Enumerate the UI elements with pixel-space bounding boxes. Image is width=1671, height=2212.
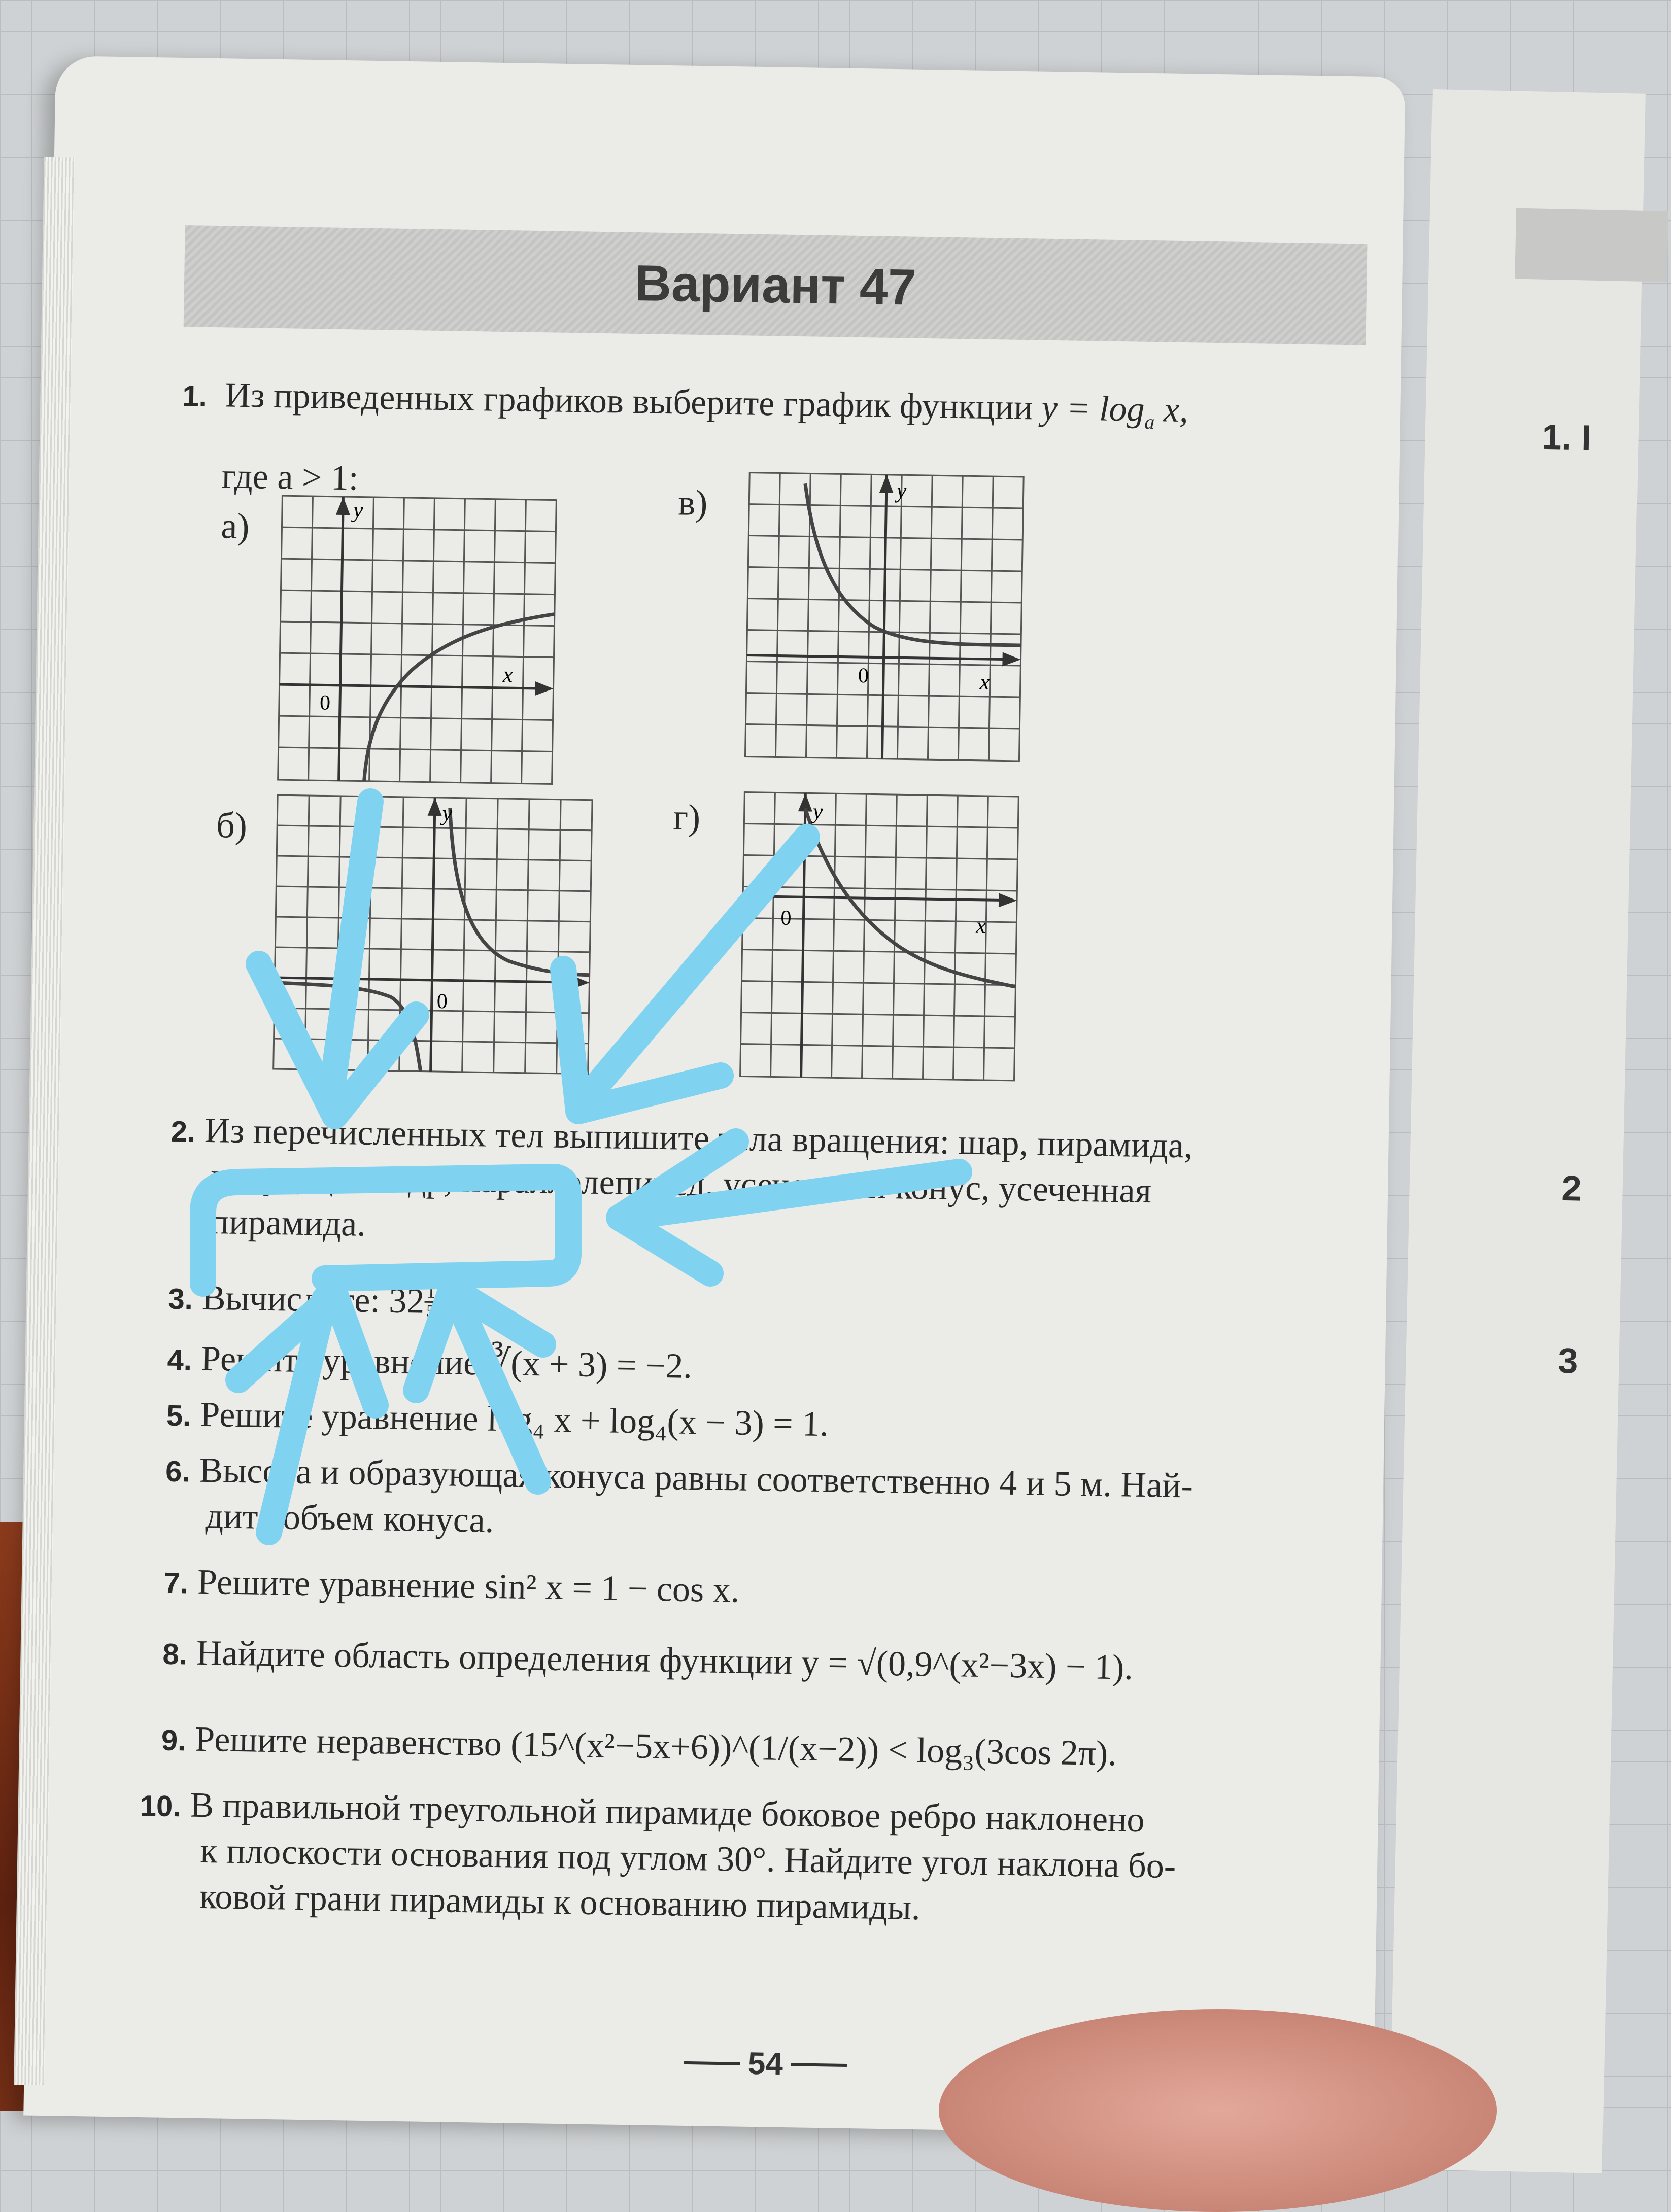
question-8-number: 8.	[162, 1637, 188, 1671]
annotation-arrow-2	[584, 837, 807, 1101]
question-1-condition: где a > 1:	[221, 457, 359, 498]
question-3-number: 3.	[168, 1282, 193, 1316]
right-page-q3: 3	[1557, 1340, 1579, 1381]
graph-label-v: в)	[677, 482, 708, 524]
question-10-line3: ковой грани пирамиды к основанию пирамиды.	[199, 1877, 921, 1928]
graph-v-x-label: x	[979, 669, 990, 695]
question-1-func: y = log	[1041, 388, 1145, 429]
question-6-line2: дите объем конуса.	[205, 1496, 494, 1540]
question-1-text: Из приведенных графиков выберите график функции	[224, 375, 1034, 428]
annotation-box	[203, 1177, 568, 1284]
question-2-number: 2.	[170, 1115, 196, 1149]
question-3-exp-den: 5	[424, 1301, 437, 1320]
question-10-number: 10.	[140, 1789, 181, 1823]
graph-g-y-label: y	[812, 799, 823, 824]
question-3-exp-num: 1	[426, 1283, 435, 1302]
right-page-q2: 2	[1561, 1168, 1582, 1208]
question-2-line3: пирамида.	[210, 1202, 366, 1244]
graph-a-origin: 0	[319, 691, 331, 715]
graph-v-origin: 0	[858, 664, 869, 688]
graph-label-b: б)	[216, 805, 248, 846]
graph-b-origin: 0	[436, 990, 448, 1014]
question-5-text: Решите уравнение log₄ x + log₄(x − 3) = 1.	[199, 1395, 829, 1444]
graph-g-origin: 0	[780, 906, 792, 930]
question-1-func-tail: x,	[1154, 390, 1189, 430]
question-7-number: 7.	[163, 1566, 189, 1600]
question-3-text: Вычислите: 32	[201, 1278, 425, 1321]
graph-g-x-label: x	[975, 913, 986, 938]
question-2-line1: Из перечисленных тел выпишите тела вращения: шар, пирамида,	[204, 1111, 1193, 1166]
page-title: Вариант 47	[634, 254, 917, 316]
question-1-func-base: a	[1144, 410, 1155, 434]
page-number-text: 54	[747, 2046, 783, 2082]
question-2-line2: конус, цилиндр, параллелепипед, усеченный конус, усеченная	[210, 1157, 1152, 1211]
graph-a-y-label: y	[353, 497, 363, 523]
graph-label-a: а)	[220, 505, 250, 547]
question-8-text: Найдите область определения функции y = √(0,9^(x²−3x) − 1).	[196, 1633, 1134, 1687]
graph-v-y-label: y	[896, 478, 907, 503]
question-6-line1: Высота и образующая конуса равны соответственно 4 и 5 м. Най-	[199, 1450, 1193, 1506]
question-6-number: 6.	[165, 1455, 191, 1489]
question-4-text: Решите уравнение ∛(x + 3) = −2.	[200, 1339, 693, 1387]
question-10-line2: к плоскости основания под углом 30°. Найдите угол наклона бо-	[199, 1831, 1176, 1886]
right-page-q1: 1. I	[1541, 417, 1592, 458]
graph-label-g: г)	[672, 797, 701, 838]
graph-b-y-label: y	[442, 801, 453, 826]
question-9-number: 9.	[161, 1723, 186, 1757]
question-4-number: 4.	[167, 1343, 192, 1377]
question-3-tail: .	[436, 1282, 447, 1322]
question-5-number: 5.	[166, 1399, 191, 1433]
question-10-line1: В правильной треугольной пирамиде боковое ребро наклонено	[189, 1785, 1145, 1840]
graph-a-x-label: x	[502, 662, 513, 687]
question-7-text: Решите уравнение sin² x = 1 − cos x.	[197, 1562, 740, 1610]
graph-b-x-label: x	[558, 987, 569, 1013]
question-1-number: 1.	[182, 379, 208, 413]
question-9-text: Решите неравенство (15^(x²−5x+6))^(1/(x−2)) < log₃(3cos 2π).	[194, 1719, 1117, 1774]
